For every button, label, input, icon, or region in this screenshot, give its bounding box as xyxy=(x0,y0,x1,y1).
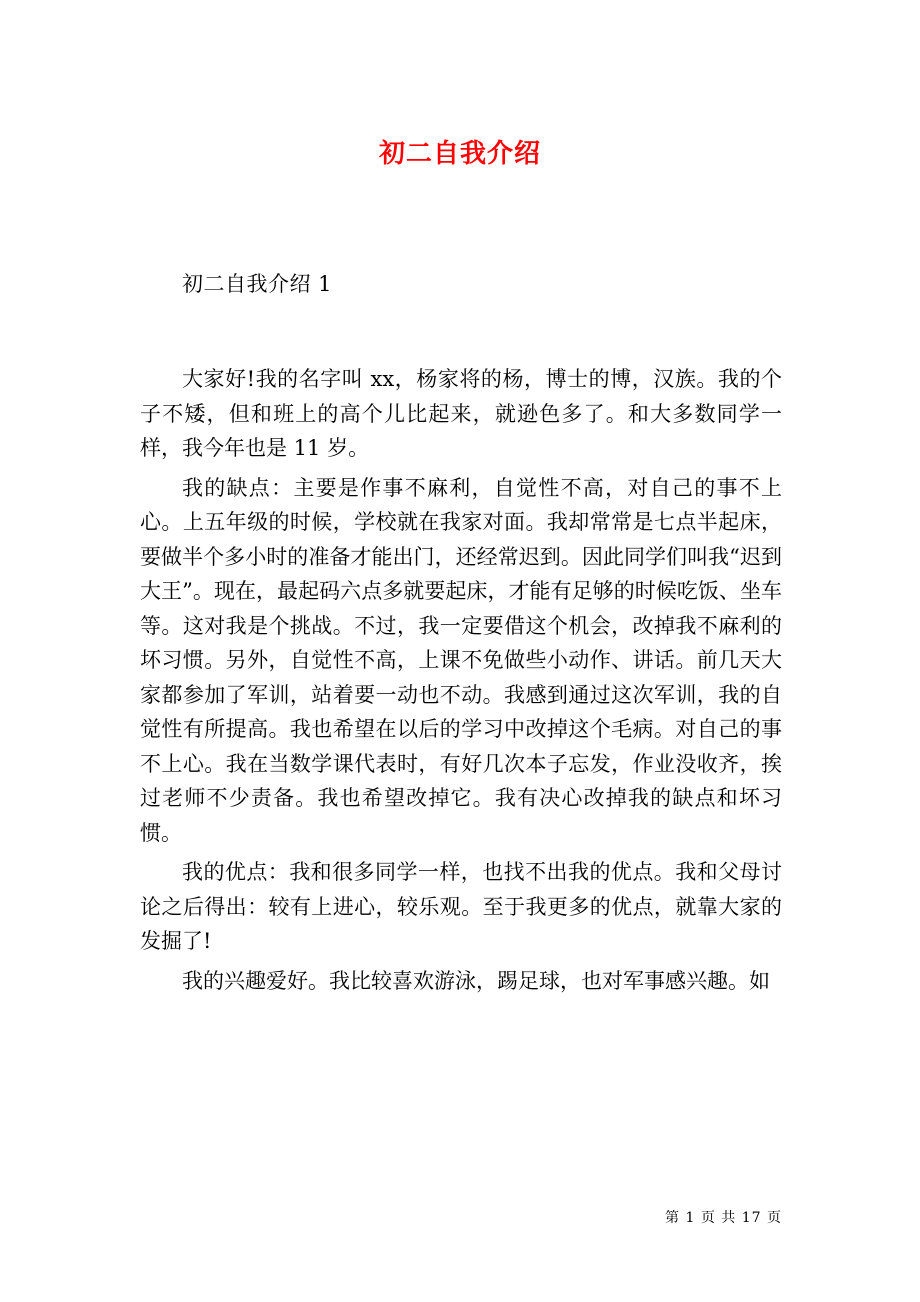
paragraph: 我的优点：我和很多同学一样，也找不出我的优点。我和父母讨论之后得出：较有上进心，较乐观。至于我更多的优点，就靠大家的发掘了! xyxy=(140,860,782,953)
paragraph: 我的兴趣爱好。我比较喜欢游泳，踢足球，也对军事感兴趣。如 xyxy=(182,968,770,993)
page-number: 第 1 页 共 17 页 xyxy=(665,1210,782,1226)
body-text xyxy=(140,362,782,1003)
paragraph: 大家好!我的名字叫 xx，杨家将的杨，博士的博，汉族。我的个子不矮，但和班上的高个儿比起来，就逊色多了。和大多数同学一样，我今年也是 11 岁。 xyxy=(140,367,782,460)
page-title: 初二自我介绍 xyxy=(378,139,541,170)
paragraph: 我的缺点：主要是作事不麻利，自觉性不高，对自己的事不上心。上五年级的时候，学校就在我家对面。我却常常是七点半起床，要做半个多小时的准备才能出门，还经常迟到。因此同学们叫我“迟到大王”。现在，最起码六点多就要起床，才能有足够的时候吃饭、坐车等。这对我是个挑战。不过，我一定要借这个机会，改掉我不麻利的坏习惯。另外，自觉性不高，上课不免做些小动作、讲话。前几天大家都参加了军训，站着要一动也不动。我感到通过这次军训，我的自觉性有所提高。我也希望在以后的学习中改掉这个毛病。对自己的事不上心。我在当数学课代表时，有好几次本子忘发，作业没收齐，挨过老师不少责备。我也希望改掉它。我有决心改掉我的缺点和坏习惯。 xyxy=(140,475,782,845)
section-heading: 初二自我介绍 1 xyxy=(182,272,333,296)
